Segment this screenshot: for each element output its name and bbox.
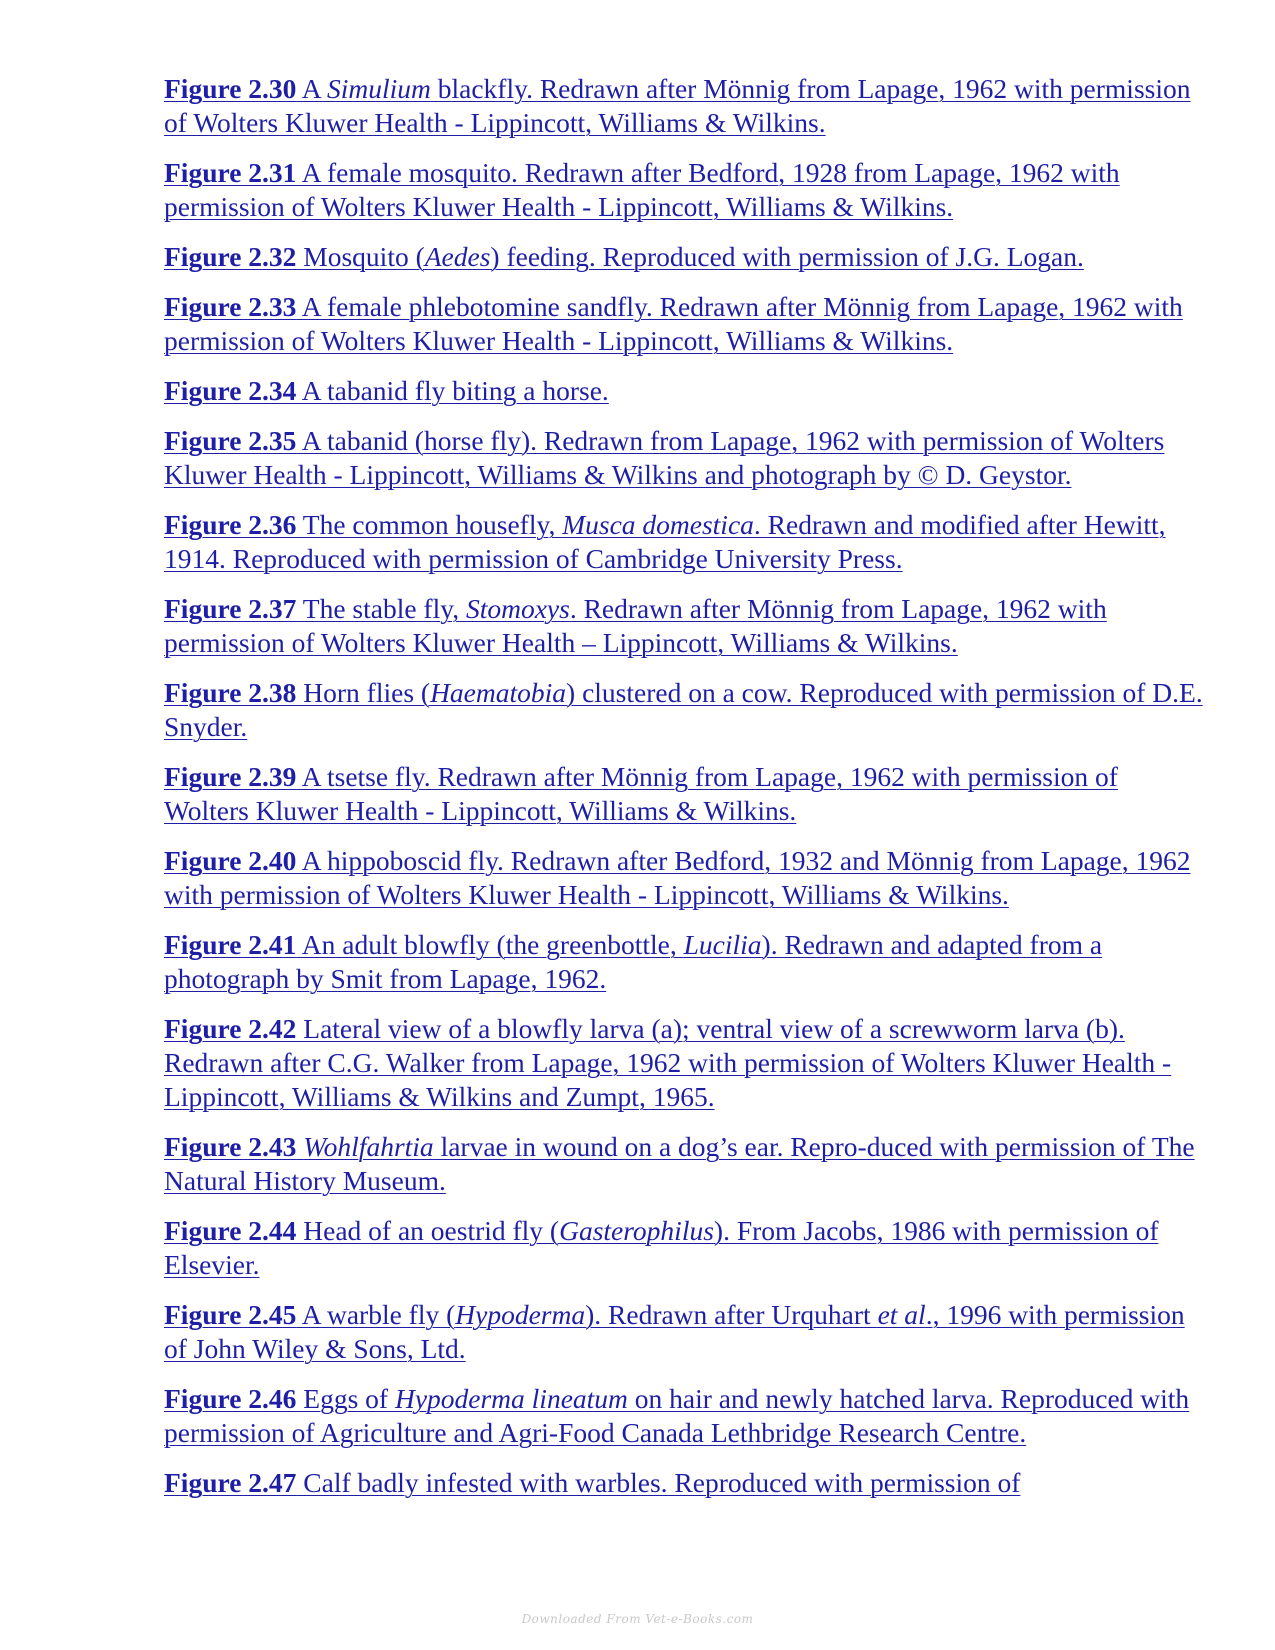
figure-credit-entry	[164, 1130, 1204, 1198]
credit-text: A tabanid fly biting a horse.	[296, 375, 609, 406]
italic-taxon-text: et al	[877, 1299, 926, 1330]
italic-taxon-text: Wohlfahrtia	[303, 1131, 434, 1162]
credit-text: . Redrawn and modified after Hewitt, 1914. Reproduced with permission of Cambridge University Press.	[164, 509, 1166, 574]
figure-number-label: Figure 2.43	[164, 1131, 297, 1162]
credit-text: ). Redrawn after Urquhart	[585, 1299, 878, 1330]
italic-taxon-text: Musca domestica	[562, 509, 754, 540]
figure-number-label: Figure 2.46	[164, 1383, 297, 1414]
figure-number-label: Figure 2.33	[164, 291, 297, 322]
credit-text: ) feeding. Reproduced with permission of J.G. Logan.	[490, 241, 1084, 272]
figure-number-label: Figure 2.31	[164, 157, 297, 188]
italic-taxon-text: Haematobia	[430, 677, 567, 708]
credit-text: Eggs of	[296, 1383, 395, 1414]
figure-number-label: Figure 2.42	[164, 1013, 297, 1044]
credit-text: Mosquito (	[296, 241, 425, 272]
figure-credit-entry	[164, 844, 1204, 912]
credit-text: Head of an oestrid fly (	[296, 1215, 560, 1246]
figure-credit-link[interactable]	[164, 509, 1166, 574]
italic-taxon-text: Aedes	[424, 241, 491, 272]
italic-taxon-text: Simulium	[326, 73, 431, 104]
credit-text: ). Redrawn and adapted from a photograph by Smit from Lapage, 1962.	[164, 929, 1103, 994]
figure-number-label: Figure 2.35	[164, 425, 297, 456]
italic-taxon-text: Lucilia	[683, 929, 762, 960]
figure-credit-link[interactable]	[164, 929, 1102, 994]
figure-credit-link[interactable]	[164, 845, 1190, 910]
credit-text: The stable fly,	[296, 593, 466, 624]
figure-number-label: Figure 2.45	[164, 1299, 297, 1330]
italic-taxon-text: Gasterophilus	[559, 1215, 714, 1246]
credit-text: Horn flies (	[296, 677, 431, 708]
figure-credit-entry	[164, 508, 1204, 576]
figure-credit-link[interactable]	[164, 1299, 1185, 1364]
figure-credit-entry	[164, 156, 1204, 224]
credit-text: blackfly. Redrawn after Mönnig from Lapage, 1962 with permission of Wolters Kluwer Health - Lippincott, Williams & Wilkins.	[164, 73, 1191, 138]
credit-text: ., 1996 with permission of John Wiley & Sons, Ltd.	[164, 1299, 1185, 1364]
figure-credit-entry	[164, 676, 1204, 744]
figure-credit-entry	[164, 760, 1204, 828]
figure-credit-entry	[164, 592, 1204, 660]
figure-credit-link[interactable]	[164, 157, 1120, 222]
figure-credit-entry	[164, 1214, 1204, 1282]
italic-taxon-text: Hypoderma	[455, 1299, 586, 1330]
credit-text: An adult blowfly (the greenbottle,	[296, 929, 684, 960]
figure-credit-entry	[164, 928, 1204, 996]
figure-number-label: Figure 2.39	[164, 761, 297, 792]
figure-credit-link[interactable]	[164, 1467, 1020, 1498]
figure-credit-link[interactable]	[164, 1013, 1171, 1112]
figure-credit-link[interactable]	[164, 73, 1191, 138]
credit-text: A tabanid (horse fly). Redrawn from Lapage, 1962 with permission of Wolters Kluwer Health - Lippincott, Williams & Wilkins and photograph by © D. Geystor.	[164, 425, 1165, 490]
figure-credit-entry	[164, 290, 1204, 358]
credit-text: Lateral view of a blowfly larva (a); ventral view of a screwworm larva (b). Redrawn after C.G. Walker from Lapage, 1962 with permission of Wolters Kluwer Health - Lippincott, Williams & Wilkins and Zumpt, 1965.	[164, 1013, 1172, 1112]
figure-number-label: Figure 2.30	[164, 73, 297, 104]
figure-number-label: Figure 2.47	[164, 1467, 297, 1498]
figure-number-label: Figure 2.34	[164, 375, 297, 406]
figure-credits-list	[164, 72, 1204, 1516]
credit-text: A tsetse fly. Redrawn after Mönnig from Lapage, 1962 with permission of Wolters Kluwer Health - Lippincott, Williams & Wilkins.	[164, 761, 1118, 826]
credit-text: A hippoboscid fly. Redrawn after Bedford, 1932 and Mönnig from Lapage, 1962 with permission of Wolters Kluwer Health - Lippincott, Williams & Wilkins.	[164, 845, 1191, 910]
figure-number-label: Figure 2.37	[164, 593, 297, 624]
figure-credit-link[interactable]	[164, 425, 1164, 490]
credit-text: Calf badly infested with warbles. Reproduced with permission of	[296, 1467, 1021, 1498]
figure-credit-link[interactable]	[164, 761, 1118, 826]
figure-credit-link[interactable]	[164, 291, 1183, 356]
credit-text: larvae in wound on a dog’s ear. Repro-duced with permission of The Natural History Museum.	[164, 1131, 1195, 1196]
credit-text: ). From Jacobs, 1986 with permission of Elsevier.	[164, 1215, 1159, 1280]
figure-credit-link[interactable]	[164, 1383, 1189, 1448]
figure-credit-entry	[164, 1382, 1204, 1450]
italic-taxon-text: Stomoxys	[465, 593, 570, 624]
credit-text: The common housefly,	[296, 509, 563, 540]
figure-credit-link[interactable]	[164, 1215, 1158, 1280]
credit-text: A warble fly (	[296, 1299, 456, 1330]
figure-credit-entry	[164, 1012, 1204, 1114]
figure-number-label: Figure 2.36	[164, 509, 297, 540]
figure-number-label: Figure 2.44	[164, 1215, 297, 1246]
figure-credit-link[interactable]	[164, 677, 1203, 742]
credit-text: on hair and newly hatched larva. Reproduced with permission of Agriculture and Agri-Food Canada Lethbridge Research Centre.	[164, 1383, 1190, 1448]
figure-number-label: Figure 2.40	[164, 845, 297, 876]
figure-credit-entry	[164, 424, 1204, 492]
credit-text: ) clustered on a cow. Reproduced with permission of D.E. Snyder.	[164, 677, 1203, 742]
figure-credit-link[interactable]	[164, 1131, 1195, 1196]
figure-credit-entry	[164, 72, 1204, 140]
figure-number-label: Figure 2.41	[164, 929, 297, 960]
watermark: Downloaded From Vet-e-Books.com	[521, 1612, 754, 1626]
figure-credit-entry	[164, 1298, 1204, 1366]
figure-credit-link[interactable]	[164, 375, 609, 406]
figure-number-label: Figure 2.38	[164, 677, 297, 708]
figure-credit-entry	[164, 240, 1204, 274]
credit-text: A female mosquito. Redrawn after Bedford, 1928 from Lapage, 1962 with permission of Wolters Kluwer Health - Lippincott, Williams & Wilkins.	[164, 157, 1120, 222]
italic-taxon-text: Hypoderma lineatum	[394, 1383, 628, 1414]
figure-number-label: Figure 2.32	[164, 241, 297, 272]
figure-credit-entry	[164, 374, 1204, 408]
figure-credit-link[interactable]	[164, 241, 1084, 272]
figure-credit-link[interactable]	[164, 593, 1107, 658]
figure-credit-entry	[164, 1466, 1204, 1500]
credit-text: . Redrawn after Mönnig from Lapage, 1962 with permission of Wolters Kluwer Health – Lippincott, Williams & Wilkins.	[164, 593, 1107, 658]
credit-text: A	[296, 73, 327, 104]
credit-text: A female phlebotomine sandfly. Redrawn after Mönnig from Lapage, 1962 with permission of Wolters Kluwer Health - Lippincott, Williams & Wilkins.	[164, 291, 1183, 356]
